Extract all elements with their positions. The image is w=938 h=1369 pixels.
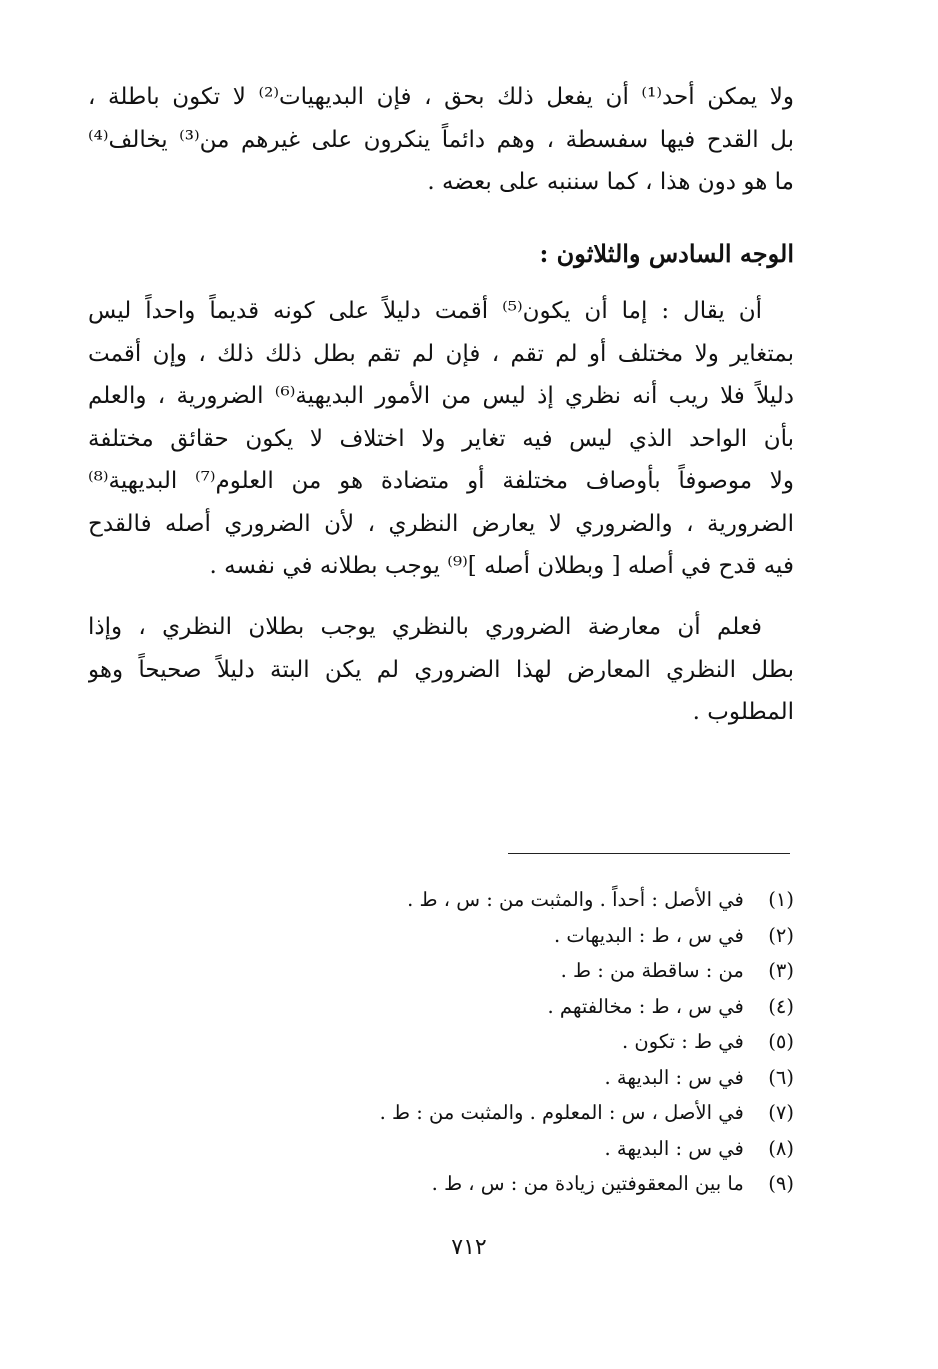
footnote-number: (٥) [768,1030,794,1053]
text-line: بطل النظري المعارض لهذا الضروري لم يكن البتة دليلاً صحيحاً وهو [88,656,794,683]
footnote [300,1024,794,1060]
paragraph-1 [88,76,794,204]
footnote-divider [508,853,790,854]
footnote-text: في س : البديهة . [604,1065,744,1089]
text-line: فيه قدح في أصله [ وبطلان أصله ]⁽⁹⁾ يوجب بطلانه في نفسه . [209,553,794,579]
text-line: ولا موصوفاً بأوصاف مختلفة أو متضادة هو من العلوم⁽⁷⁾ البديهية⁽⁸⁾ [88,468,794,494]
footnote [300,1095,794,1131]
text-line: بمتغاير ولا مختلف أو لم تقم ، فإن لم تقم بطل ذلك ذلك ، وإن أقمت [88,340,794,367]
footnote [300,1060,794,1096]
footnote-text: في س : البديهة . [604,1136,744,1160]
footnote-text: ما بين المعقوفتين زيادة من : س ، ط . [431,1172,744,1195]
text-line: دليلاً فلا ريب أنه نظري إذ ليس من الأمور البديهية⁽⁶⁾ الضرورية ، والعلم [88,383,794,409]
footnote [300,953,794,989]
footnotes [300,882,794,1202]
footnote [300,882,794,918]
footnote-number: (٦) [768,1065,794,1089]
footnote-number: (١) [768,888,794,911]
paragraph-3 [88,606,794,734]
footnote-number: (٢) [768,923,794,947]
text-line: ولا يمكن أحد⁽¹⁾ أن يفعل ذلك بحق ، فإن البديهيات⁽²⁾ لا تكون باطلة ، [88,84,794,110]
paragraph-2 [88,290,794,588]
footnote-text: في س ، ط : البديهات . [553,923,744,947]
text-line: ما هو دون هذا ، كما سننبه على بعضه . [427,169,794,195]
footnote-text: في الأصل : أحداً . والمثبت من : س ، ط . [407,888,744,911]
footnote-number: (٨) [768,1136,794,1160]
footnote-text: في الأصل ، س : المعلوم . والمثبت من : ط . [379,1101,744,1124]
footnote-number: (٧) [768,1101,794,1124]
footnote-text: في ط : تكون . [622,1030,744,1053]
footnote [300,1166,794,1202]
text-line: فعلم أن معارضة الضروري بالنظري يوجب بطلان النظري ، وإذا [88,614,762,640]
footnote-number: (٣) [768,959,794,982]
text-line: أن يقال : إما أن يكون⁽⁵⁾ أقمت دليلاً على كونه قديماً واحداً ليس [88,298,762,324]
footnote-text: في س ، ط : مخالفتهم . [547,994,744,1018]
footnote [300,1131,794,1167]
footnote-number: (٩) [768,1172,794,1195]
footnote-text: من : ساقطة من : ط . [560,959,744,982]
footnote [300,918,794,954]
text-line: بل القدح فيها سفسطة ، وهم دائماً ينكرون على غيرهم من⁽³⁾ يخالف⁽⁴⁾ [88,126,794,153]
page-number: ٧١٢ [451,1235,487,1260]
footnote [300,989,794,1025]
section-heading: الوجه السادس والثلاثون : [539,239,794,268]
text-line: الضرورية ، والضروري لا يعارض النظري ، لأن الضروري أصله فالقدح [88,510,794,537]
text-line: بأن الواحد الذي ليس فيه تغاير ولا اختلاف لا يكون حقائق مختلفة [88,425,794,452]
text-line: المطلوب . [692,699,794,725]
footnote-number: (٤) [768,994,794,1018]
